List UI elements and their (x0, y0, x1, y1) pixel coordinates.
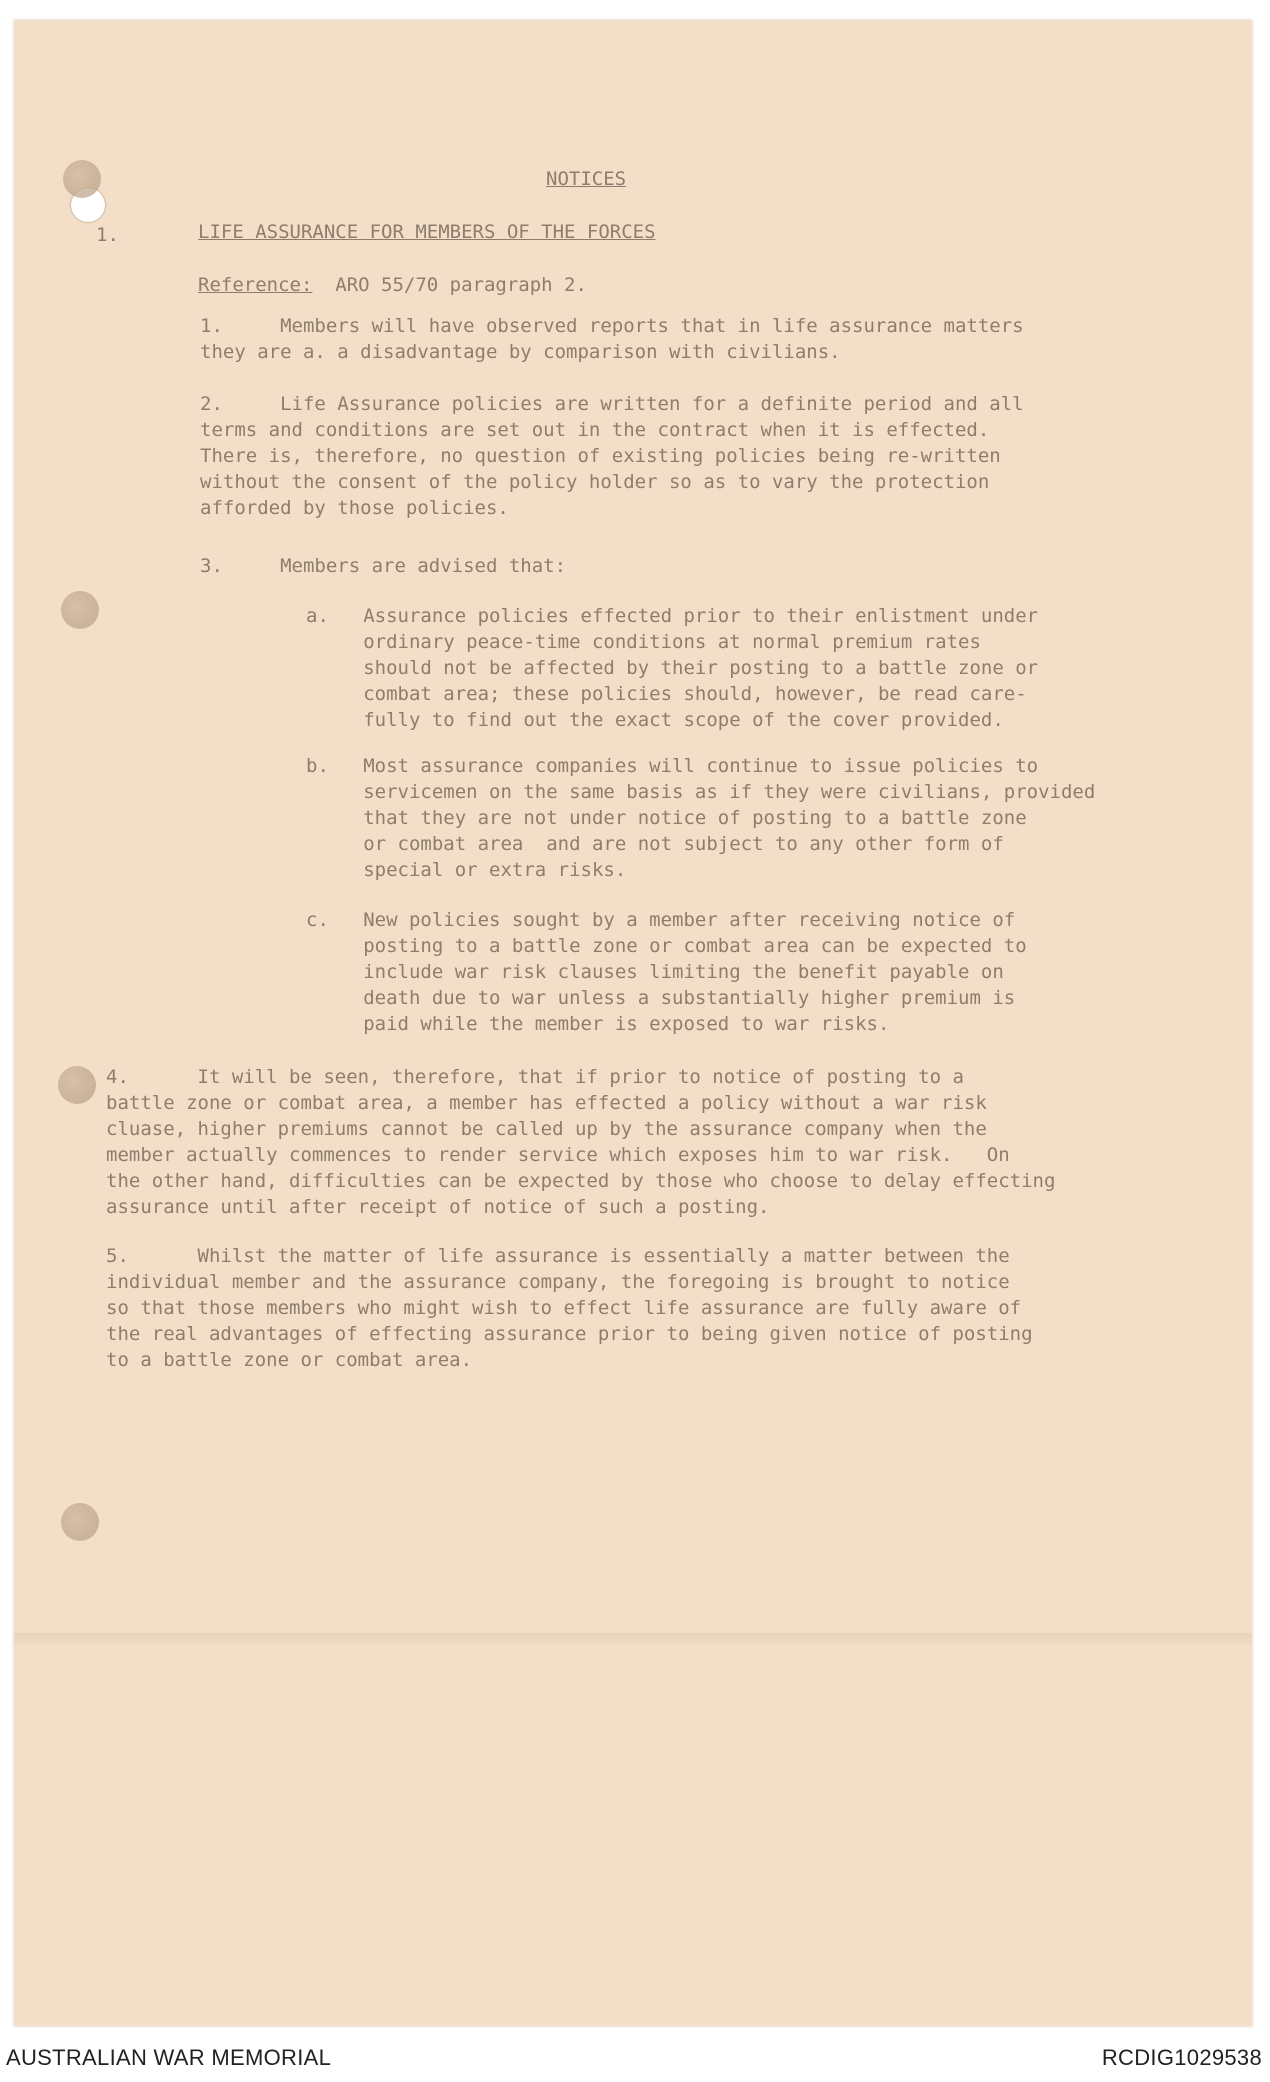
reference-label: Reference: (198, 274, 313, 296)
paragraph-2: 2. Life Assurance policies are written for a definite period and all terms and conditions are set out in the contract when it is effected. There is, therefore, no question of existing policies being re-written without the consent of the policy holder so as to vary the protection afforded by those policies. (200, 393, 1024, 519)
document-heading: NOTICES (546, 168, 627, 190)
subitem-b: b. Most assurance companies will continue to issue policies to servicemen on the same basis as if they were civilians, provided that they are not under notice of posting to a battle zone or combat area and are not subject to any other form of special or extra risks. (306, 755, 1096, 881)
punch-hole-shadow (61, 1503, 99, 1541)
paragraph-5: 5. Whilst the matter of life assurance is essentially a matter between the individual member and the assurance company, the foregoing is brought to notice so that those members who might wish to effect life assurance are fully aware of the real advantages of effecting assurance prior to being given notice of posting to a battle zone or combat area. (106, 1245, 1033, 1371)
paragraph-1: 1. Members will have observed reports that in life assurance matters they are a. a disadvantage by comparison with civilians. (200, 315, 1024, 363)
punch-hole-shadow (58, 1066, 96, 1104)
footer-archive-name: AUSTRALIAN WAR MEMORIAL (6, 2045, 332, 2070)
paragraph-3: 3. Members are advised that: (200, 555, 567, 577)
punch-hole-shadow (61, 591, 99, 629)
paragraph-4: 4. It will be seen, therefore, that if prior to notice of posting to a battle zone or combat area, a member has effected a policy without a war risk cluase, higher premiums cannot be called up by the assurance company when the member actually commences to render service which exposes him to war risk. On the other hand, difficulties can be expected by those who choose to delay effecting assurance until after receipt of notice of such a posting. (106, 1066, 1056, 1218)
document-title: LIFE ASSURANCE FOR MEMBERS OF THE FORCES (198, 221, 656, 243)
footer-record-id: RCDIG1029538 (1101, 2045, 1262, 2070)
reference-line (198, 272, 587, 298)
punch-hole-shadow (63, 160, 101, 198)
fold-line (14, 1633, 1252, 1645)
subitem-c: c. New policies sought by a member after receiving notice of posting to a battle zone or combat area can be expected to include war risk clauses limiting the benefit payable on death due to war unless a substantially higher premium is paid while the member is exposed to war risks. (306, 909, 1027, 1035)
reference-value: ARO 55/70 paragraph 2. (335, 274, 587, 296)
subitem-a: a. Assurance policies effected prior to their enlistment under ordinary peace-time conditions at normal premium rates should not be affected by their posting to a battle zone or combat area; these policies should, however, be read care- fully to find out the exact scope of the cover provided. (306, 605, 1039, 731)
section-number: 1. (96, 224, 119, 246)
